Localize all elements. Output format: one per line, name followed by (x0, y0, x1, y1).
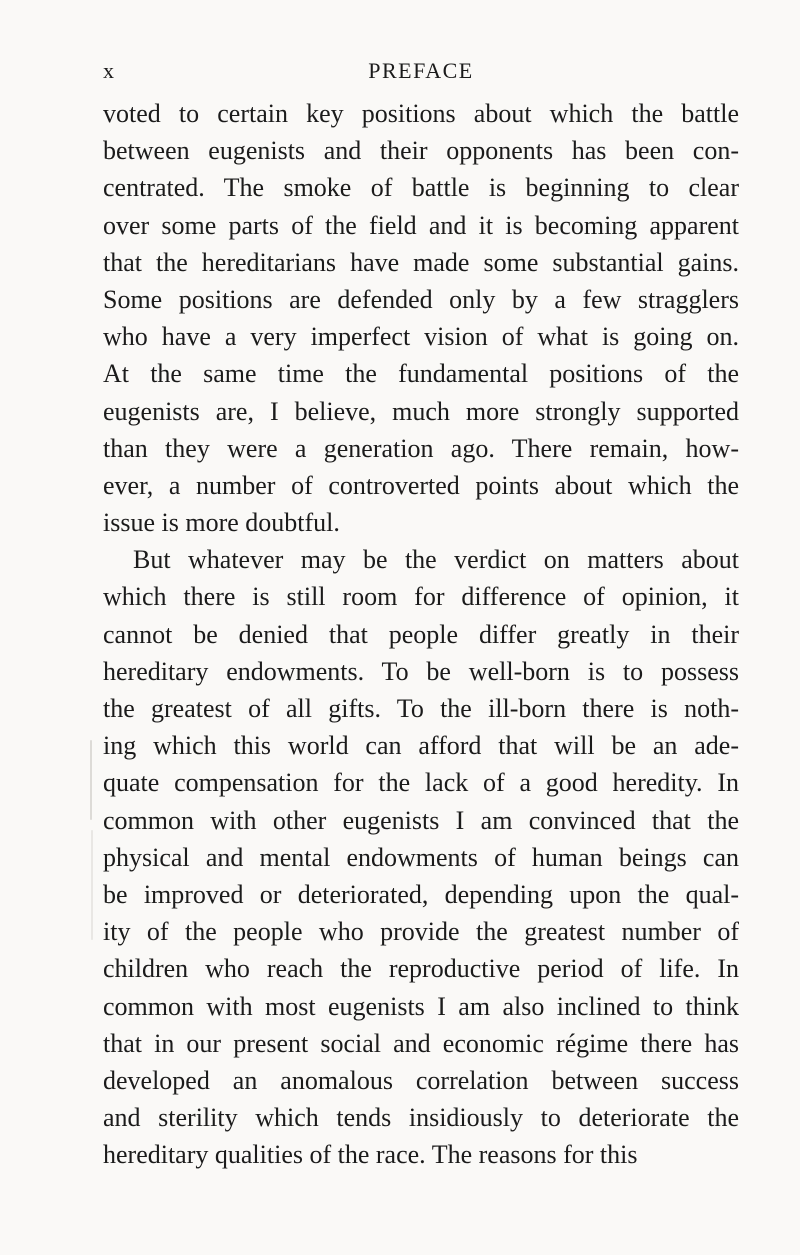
margin-mark (91, 830, 93, 940)
text-line: be improved or deteriorated, depending upon the qual- (103, 879, 739, 909)
text-line: hereditary qualities of the race. The reasons for this (103, 1140, 638, 1170)
running-head (103, 58, 739, 88)
text-line: between eugenists and their opponents has been con- (103, 136, 739, 166)
text-line: quate compensation for the lack of a good heredity. In (103, 768, 739, 798)
text-line: ing which this world can afford that will be an ade- (103, 731, 739, 761)
page-number: x (103, 58, 116, 83)
text-line: common with most eugenists I am also inclined to think (103, 991, 739, 1021)
text-line: that the hereditarians have made some substantial gains. (103, 247, 739, 277)
body-text (103, 95, 739, 1173)
text-line: common with other eugenists I am convinced that the (103, 805, 739, 835)
text-line: At the same time the fundamental positions of the (103, 359, 739, 389)
text-line: physical and mental endowments of human beings can (103, 842, 739, 872)
text-line: eugenists are, I believe, much more strongly supported (103, 396, 739, 426)
text-line: who have a very imperfect vision of what is going on. (103, 322, 739, 352)
text-line: voted to certain key positions about which the battle (103, 99, 739, 128)
text-line: cannot be denied that people differ greatly in their (103, 619, 739, 649)
text-line: But whatever may be the verdict on matters about (133, 545, 739, 575)
text-line: ever, a number of controverted points about which the (103, 470, 739, 500)
text-line: children who reach the reproductive period of life. In (103, 954, 739, 984)
text-line: hereditary endowments. To be well-born is to possess (103, 656, 739, 686)
text-line: ity of the people who provide the greatest number of (103, 917, 739, 947)
margin-mark (90, 740, 92, 820)
text-line: that in our present social and economic régime there has (103, 1028, 739, 1058)
text-line: and sterility which tends insidiously to deteriorate the (103, 1103, 739, 1133)
section-title: PREFACE (368, 58, 474, 83)
text-line: issue is more doubtful. (103, 508, 340, 538)
text-line: centrated. The smoke of battle is beginning to clear (103, 173, 739, 203)
text-line: the greatest of all gifts. To the ill-born there is noth- (103, 694, 739, 723)
text-line: over some parts of the field and it is becoming apparent (103, 210, 739, 240)
text-line: developed an anomalous correlation between success (103, 1065, 739, 1095)
text-line: which there is still room for difference of opinion, it (103, 582, 739, 612)
text-line: than they were a generation ago. There remain, how- (103, 433, 739, 463)
text-line: Some positions are defended only by a few stragglers (103, 284, 739, 314)
